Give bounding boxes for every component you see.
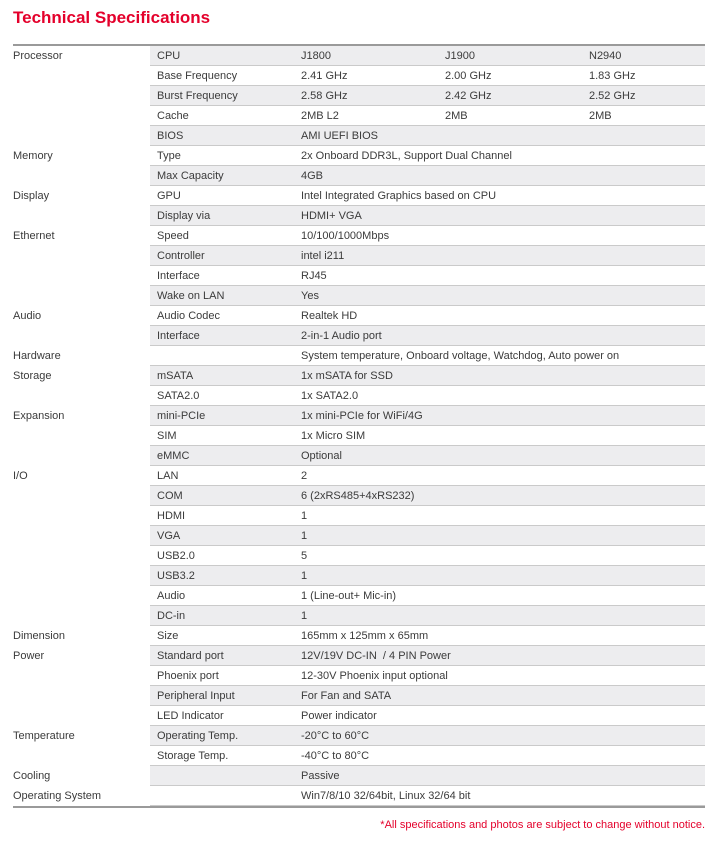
value-cell: 6 (2xRS485+4xRS232) <box>301 489 415 502</box>
category-cell: I/O <box>13 466 150 486</box>
category-cell: Dimension <box>13 626 150 646</box>
value-cell: 2.52 GHz <box>589 89 636 102</box>
item-cell: VGA <box>157 529 181 542</box>
spec-cells <box>150 786 705 806</box>
value-cell: 12V/19V DC-IN / 4 PIN Power <box>301 649 451 662</box>
category-cell <box>13 266 150 286</box>
category-cell <box>13 546 150 566</box>
value-cell: 5 <box>301 549 308 562</box>
spec-cells <box>150 586 705 606</box>
spec-row <box>13 166 705 186</box>
spec-cells <box>150 146 705 166</box>
category-cell <box>13 586 150 606</box>
category-cell <box>13 666 150 686</box>
item-cell: Wake on LAN <box>157 289 225 302</box>
category-cell <box>13 686 150 706</box>
category-cell: Power <box>13 646 150 666</box>
spec-row <box>13 306 705 326</box>
spec-cells <box>150 626 705 646</box>
spec-row <box>13 146 705 166</box>
spec-row <box>13 646 705 666</box>
item-cell: Phoenix port <box>157 669 219 682</box>
spec-cells <box>150 466 705 486</box>
spec-row <box>13 786 705 806</box>
spec-cells <box>150 126 705 146</box>
spec-row <box>13 386 705 406</box>
spec-cells <box>150 346 705 366</box>
category-cell <box>13 326 150 346</box>
spec-row <box>13 286 705 306</box>
item-cell <box>150 766 294 785</box>
item-cell: CPU <box>157 49 181 62</box>
item-cell: Burst Frequency <box>157 89 238 102</box>
spec-cells <box>150 86 705 106</box>
spec-row <box>13 606 705 626</box>
value-cell: System temperature, Onboard voltage, Watchdog, Auto power on <box>301 349 620 362</box>
spec-cells <box>150 366 705 386</box>
item-cell: Max Capacity <box>157 169 224 182</box>
value-cell: 2-in-1 Audio port <box>301 329 382 342</box>
spec-row <box>13 66 705 86</box>
value-cell: 2MB L2 <box>301 109 339 122</box>
spec-cells <box>150 506 705 526</box>
category-cell <box>13 426 150 446</box>
value-cell: 10/100/1000Mbps <box>301 229 390 242</box>
spec-row <box>13 406 705 426</box>
item-cell: Base Frequency <box>157 69 238 82</box>
spec-row <box>13 686 705 706</box>
value-cell: For Fan and SATA <box>301 689 392 702</box>
spec-cells <box>150 306 705 326</box>
spec-cells <box>150 226 705 246</box>
value-cell: 1 <box>301 569 308 582</box>
spec-row <box>13 326 705 346</box>
category-cell <box>13 746 150 766</box>
spec-cells <box>150 486 705 506</box>
value-cell: 2x Onboard DDR3L, Support Dual Channel <box>301 149 512 162</box>
spec-row <box>13 626 705 646</box>
item-cell: Storage Temp. <box>157 749 229 762</box>
value-cell: 2.42 GHz <box>445 89 492 102</box>
category-cell <box>13 246 150 266</box>
spec-row <box>13 666 705 686</box>
item-cell: DC-in <box>157 609 186 622</box>
item-cell: SIM <box>157 429 177 442</box>
spec-cells <box>150 526 705 546</box>
spec-row <box>13 566 705 586</box>
category-cell <box>13 506 150 526</box>
value-cell: 1x SATA2.0 <box>301 389 359 402</box>
category-cell <box>13 526 150 546</box>
value-cell: 4GB <box>301 169 324 182</box>
value-cell: 2MB <box>589 109 612 122</box>
spec-row <box>13 706 705 726</box>
spec-cells <box>150 686 705 706</box>
value-cell: intel i211 <box>301 249 345 262</box>
spec-cells <box>150 406 705 426</box>
category-cell: Operating System <box>13 786 150 806</box>
category-cell <box>13 566 150 586</box>
spec-row <box>13 126 705 146</box>
category-cell: Memory <box>13 146 150 166</box>
spec-cells <box>150 706 705 726</box>
spec-table <box>13 44 705 808</box>
value-cell: 2.00 GHz <box>445 69 492 82</box>
item-cell: Display via <box>157 209 211 222</box>
value-cell: 1.83 GHz <box>589 69 636 82</box>
spec-cells <box>150 186 705 206</box>
spec-row <box>13 546 705 566</box>
spec-row <box>13 106 705 126</box>
item-cell: GPU <box>157 189 181 202</box>
spec-cells <box>150 166 705 186</box>
category-cell <box>13 166 150 186</box>
value-cell: -20°C to 60°C <box>301 729 370 742</box>
category-cell <box>13 606 150 626</box>
spec-cells <box>150 546 705 566</box>
value-cell: 2.58 GHz <box>301 89 348 102</box>
value-cell: -40°C to 80°C <box>301 749 370 762</box>
category-cell: Storage <box>13 366 150 386</box>
item-cell: Peripheral Input <box>157 689 235 702</box>
category-cell <box>13 706 150 726</box>
category-cell: Processor <box>13 46 150 66</box>
category-cell <box>13 206 150 226</box>
value-cell: Win7/8/10 32/64bit, Linux 32/64 bit <box>301 789 471 802</box>
value-cell: Intel Integrated Graphics based on CPU <box>301 189 497 202</box>
spec-row <box>13 266 705 286</box>
value-cell: RJ45 <box>301 269 327 282</box>
value-cell: 1 (Line-out+ Mic-in) <box>301 589 397 602</box>
value-cell: 2.41 GHz <box>301 69 348 82</box>
category-cell <box>13 86 150 106</box>
item-cell: Standard port <box>157 649 224 662</box>
item-cell: mini-PCIe <box>157 409 206 422</box>
category-cell <box>13 106 150 126</box>
spec-cells <box>150 106 705 126</box>
value-cell: 1 <box>301 509 308 522</box>
item-cell: HDMI <box>157 509 186 522</box>
spec-row <box>13 206 705 226</box>
spec-cells <box>150 286 705 306</box>
spec-row <box>13 766 705 786</box>
spec-cells <box>150 746 705 766</box>
item-cell: USB2.0 <box>157 549 195 562</box>
spec-row <box>13 446 705 466</box>
category-cell: Temperature <box>13 726 150 746</box>
category-cell: Ethernet <box>13 226 150 246</box>
value-cell: J1900 <box>445 49 475 62</box>
value-cell: 1x mSATA for SSD <box>301 369 393 382</box>
value-cell: 1x Micro SIM <box>301 429 366 442</box>
item-cell: Cache <box>157 109 189 122</box>
category-cell: Hardware <box>13 346 150 366</box>
item-cell: Audio Codec <box>157 309 220 322</box>
spec-cells <box>150 266 705 286</box>
spec-row <box>13 526 705 546</box>
item-cell: LAN <box>157 469 179 482</box>
item-cell: Size <box>157 629 179 642</box>
footnote: *All specifications and photos are subject to change without notice. <box>380 819 705 831</box>
spec-row <box>13 366 705 386</box>
spec-cells <box>150 386 705 406</box>
value-cell: HDMI+ VGA <box>301 209 362 222</box>
item-cell <box>150 786 294 805</box>
value-cell: N2940 <box>589 49 622 62</box>
spec-row <box>13 426 705 446</box>
spec-cells <box>150 566 705 586</box>
spec-row <box>13 746 705 766</box>
item-cell: eMMC <box>157 449 190 462</box>
spec-cells <box>150 46 705 66</box>
spec-row <box>13 86 705 106</box>
item-cell: Controller <box>157 249 205 262</box>
spec-cells <box>150 666 705 686</box>
spec-cells <box>150 606 705 626</box>
spec-row <box>13 506 705 526</box>
category-cell: Audio <box>13 306 150 326</box>
category-cell <box>13 486 150 506</box>
item-cell: Operating Temp. <box>157 729 239 742</box>
spec-row <box>13 246 705 266</box>
spec-row <box>13 726 705 746</box>
item-cell: USB3.2 <box>157 569 195 582</box>
spec-cells <box>150 726 705 746</box>
spec-row <box>13 186 705 206</box>
category-cell: Cooling <box>13 766 150 786</box>
item-cell: mSATA <box>157 369 194 382</box>
item-cell <box>150 346 294 365</box>
value-cell: Optional <box>301 449 342 462</box>
item-cell: LED Indicator <box>157 709 224 722</box>
item-cell: Audio <box>157 589 186 602</box>
spec-cells <box>150 426 705 446</box>
spec-cells <box>150 206 705 226</box>
spec-row <box>13 486 705 506</box>
value-cell: 1 <box>301 609 308 622</box>
spec-row <box>13 346 705 366</box>
value-cell: AMI UEFI BIOS <box>301 129 379 142</box>
item-cell: Speed <box>157 229 189 242</box>
spec-row <box>13 586 705 606</box>
item-cell: BIOS <box>157 129 184 142</box>
item-cell: COM <box>157 489 183 502</box>
spec-cells <box>150 246 705 266</box>
spec-row <box>13 46 705 66</box>
value-cell: 1x mini-PCIe for WiFi/4G <box>301 409 423 422</box>
item-cell: Type <box>157 149 181 162</box>
category-cell <box>13 66 150 86</box>
value-cell: 12-30V Phoenix input optional <box>301 669 448 682</box>
value-cell: 1 <box>301 529 308 542</box>
spec-cells <box>150 326 705 346</box>
item-cell: Interface <box>157 269 200 282</box>
spec-cells <box>150 646 705 666</box>
item-cell: Interface <box>157 329 200 342</box>
value-cell: J1800 <box>301 49 331 62</box>
value-cell: Yes <box>301 289 319 302</box>
value-cell: 2 <box>301 469 308 482</box>
page-title: Technical Specifications <box>13 8 211 27</box>
spec-cells <box>150 766 705 786</box>
category-cell <box>13 286 150 306</box>
value-cell: 2MB <box>445 109 468 122</box>
category-cell <box>13 446 150 466</box>
value-cell: Power indicator <box>301 709 377 722</box>
spec-row <box>13 226 705 246</box>
value-cell: Realtek HD <box>301 309 358 322</box>
value-cell: 165mm x 125mm x 65mm <box>301 629 429 642</box>
item-cell: SATA2.0 <box>157 389 200 402</box>
spec-row <box>13 466 705 486</box>
spec-cells <box>150 66 705 86</box>
category-cell <box>13 386 150 406</box>
category-cell: Display <box>13 186 150 206</box>
category-cell <box>13 126 150 146</box>
category-cell: Expansion <box>13 406 150 426</box>
spec-cells <box>150 446 705 466</box>
value-cell: Passive <box>301 769 340 782</box>
